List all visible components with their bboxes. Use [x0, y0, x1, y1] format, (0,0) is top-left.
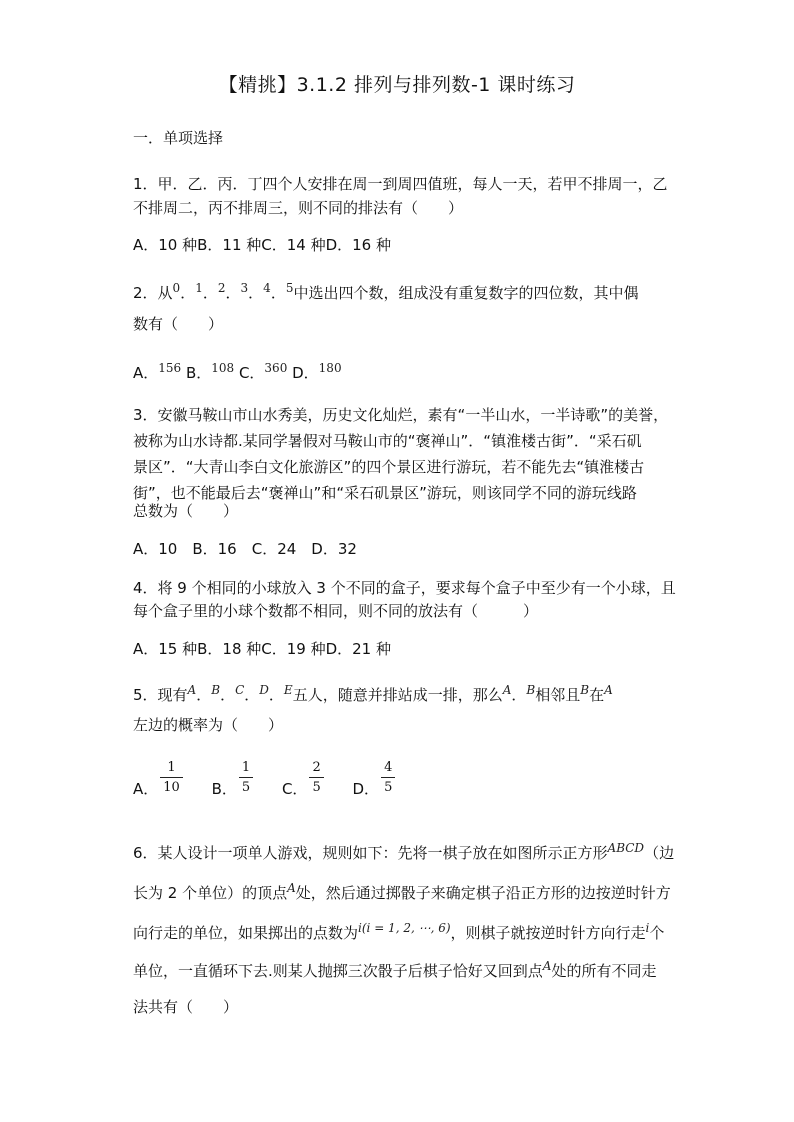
q3-line-1: 3．安徽马鞍山市山水秀美，历史文化灿烂，素有“一半山水，一半诗歌”的美誉， [133, 406, 669, 424]
square-label: ABCD [607, 841, 645, 855]
q5-mid1: 五人，随意并排站成一排，那么 [292, 686, 503, 704]
q6-text: 单位，一直循环下去.则某人抛掷三次骰子后棋子恰好又回到点 [133, 962, 543, 980]
fraction [381, 760, 395, 795]
q5-line-1: 5．现有$^A$．$^B$．$^C$．$^D$．$^E$五人，随意并排站成一排，那么$^A$．$^B$相邻且$^B$在$^A$ [133, 683, 613, 704]
sep: ． [248, 284, 264, 302]
point-A: A [287, 881, 296, 895]
q6-text: ，则棋子就按逆时针方向行走 [450, 924, 646, 942]
q6-text: （边 [644, 844, 675, 862]
q6-line-1 [133, 842, 674, 863]
q6-line-5: 法共有（ ） [133, 998, 239, 1016]
denominator: 5 [241, 780, 251, 795]
letter-E: E [283, 683, 293, 697]
q3-options: A．10 B．16 C．24 D．32 [133, 540, 357, 558]
q4-line-2: 每个盒子里的小球个数都不相同，则不同的放法有（ ） [133, 602, 539, 620]
option-label: D． [352, 780, 380, 798]
denominator: 5 [312, 780, 321, 795]
option-value: 180 [318, 361, 342, 375]
page-title: 【精挑】3.1.2 排列与排列数-1 课时练习 [218, 74, 576, 96]
q3-line-2: 被称为山水诗都.某同学暑假对马鞍山市的“褒禅山”．“镇淮楼古街”．“采石矶 [133, 432, 642, 450]
letter-B: B [211, 683, 221, 697]
denominator: 10 [163, 780, 180, 795]
q5-options [133, 760, 399, 798]
q6-line-4 [133, 960, 656, 981]
fraction [309, 760, 323, 795]
letter-A: A [187, 683, 197, 697]
q2-num-4: 4 [263, 281, 271, 295]
q5-mid3: 在 [589, 686, 605, 704]
sep: ． [225, 284, 241, 302]
letter-B: B [526, 683, 536, 697]
q5-line-2: 左边的概率为（ ） [133, 716, 284, 734]
numerator: 1 [239, 760, 253, 778]
q1-line-1: 1．甲．乙．丙．丁四个人安排在周一到周四值班，每人一天，若甲不排周一，乙 [133, 175, 668, 193]
sep: ． [180, 284, 196, 302]
option-value: 156 [158, 361, 182, 375]
q1-options: A．10 种B．11 种C．14 种D．16 种 [133, 236, 391, 254]
q2-options [133, 362, 342, 383]
q5-prefix: 5．现有 [133, 686, 188, 704]
section-heading: 一．单项选择 [133, 129, 224, 147]
formula: i(i = 1, 2, ⋯, 6) [358, 921, 451, 935]
q6-text: 6．某人设计一项单人游戏，规则如下：先将一棋子放在如图所示正方形 [133, 844, 608, 862]
option-value: 360 [264, 361, 288, 375]
q5-mid2: 相邻且 [535, 686, 581, 704]
q2-num-2: 2 [217, 281, 226, 295]
q3-line-4: 街”，也不能最后去“褒禅山”和“采石矶景区”游玩，则该同学不同的游玩线路 [133, 484, 637, 502]
option-label: A． [133, 780, 159, 798]
numerator: 1 [160, 760, 183, 778]
q6-text: 向行走的单位，如果掷出的点数为 [133, 924, 359, 942]
q6-text: 长为 2 个单位）的顶点 [133, 884, 288, 902]
q6-text: 处的所有不同走 [551, 962, 657, 980]
q2-line-2: 数有（ ） [133, 315, 224, 333]
q2-line-1 [133, 282, 638, 303]
letter-C: C [235, 683, 245, 697]
option-value: 108 [211, 361, 235, 375]
numerator: 4 [381, 760, 395, 778]
denominator: 5 [384, 780, 393, 795]
option-label: D． [292, 364, 319, 382]
numerator: 2 [309, 760, 323, 778]
q6-line-3 [133, 922, 664, 943]
q2-num-3: 3 [240, 281, 249, 295]
fraction [160, 760, 183, 795]
letter-A: A [604, 683, 613, 697]
option-label: B． [211, 780, 237, 798]
q6-text: 个 [649, 924, 665, 942]
q2-num-5: 5 [285, 281, 294, 295]
q6-text: 处，然后通过掷骰子来确定棋子沿正方形的边按逆时针方 [295, 884, 671, 902]
q1-line-2: 不排周二，丙不排周三，则不同的排法有（ ） [133, 199, 464, 217]
q2-num-1: 1 [195, 281, 203, 295]
option-label: A． [133, 364, 159, 382]
q4-options: A．15 种B．18 种C．19 种D．21 种 [133, 640, 391, 658]
q6-line-2 [133, 882, 671, 903]
fraction [239, 760, 253, 795]
q3-line-3: 景区”．“大青山李白文化旅游区”的四个景区进行游玩，若不能先去“镇淮楼古 [133, 458, 645, 476]
q4-line-1: 4．将 9 个相同的小球放入 3 个不同的盒子，要求每个盒子中至少有一个小球，且 [133, 579, 676, 597]
q2-prefix: 2．从 [133, 284, 173, 302]
var-i: i [645, 921, 650, 935]
option-label: B． [185, 364, 212, 382]
q2-suffix: 中选出四个数，组成没有重复数字的四位数，其中偶 [293, 284, 639, 302]
letter-A: A [502, 683, 512, 697]
sep: ． [202, 284, 218, 302]
option-label: C． [238, 364, 265, 382]
q2-num-0: 0 [172, 281, 181, 295]
point-A: A [542, 959, 552, 973]
letter-D: D [259, 683, 269, 697]
letter-B: B [580, 683, 590, 697]
option-label: C． [281, 780, 308, 798]
sep: ． [270, 284, 286, 302]
q3-line-5: 总数为（ ） [133, 502, 239, 520]
